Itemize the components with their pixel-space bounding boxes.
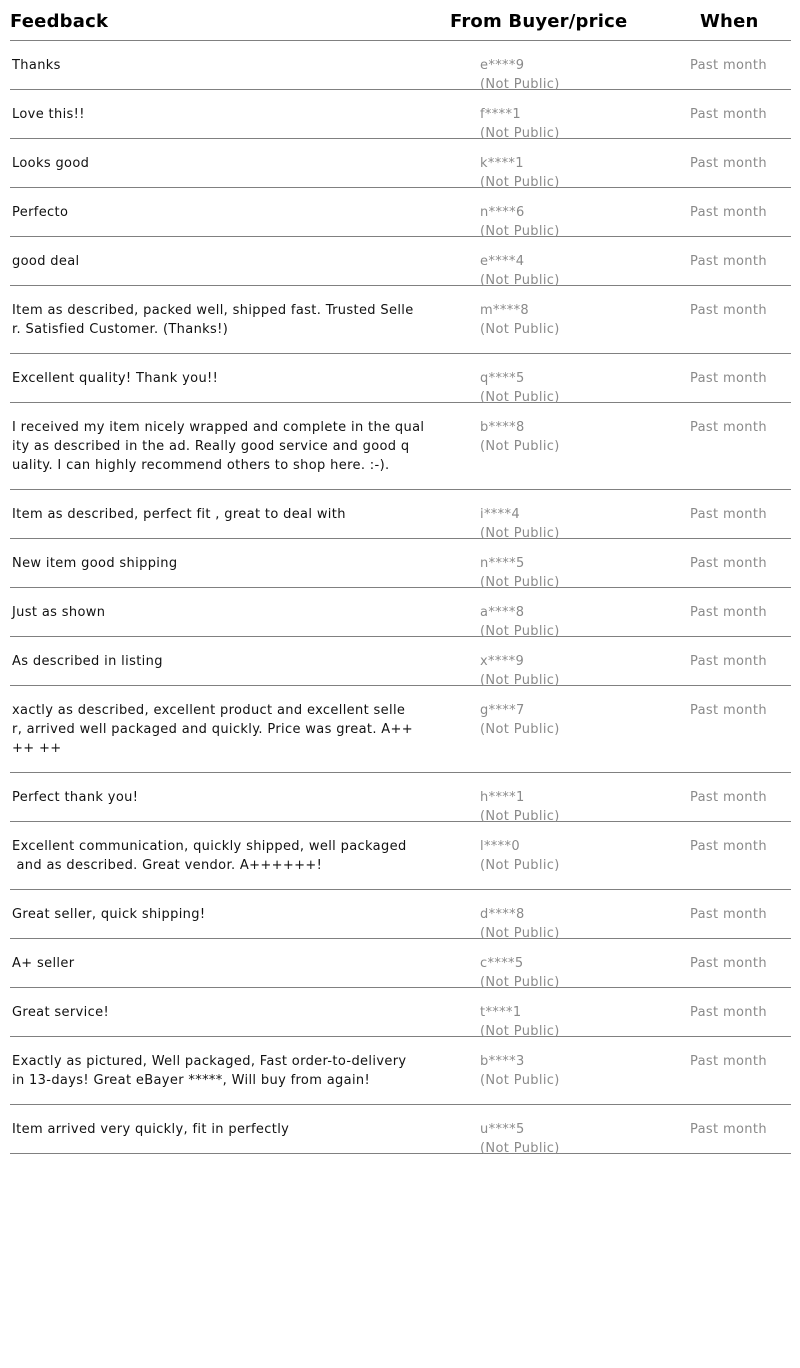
feedback-text <box>12 418 424 475</box>
buyer-cell <box>480 301 560 339</box>
table-row <box>10 588 791 637</box>
buyer-id: a****8 <box>480 605 525 620</box>
buyer-cell <box>480 418 560 456</box>
when-text: Past month <box>690 371 767 386</box>
feedback-text <box>12 905 205 924</box>
buyer-id: n****6 <box>480 205 525 220</box>
table-row <box>10 988 791 1037</box>
table-row <box>10 1037 791 1105</box>
when-text: Past month <box>690 58 767 73</box>
table-row <box>10 822 791 890</box>
buyer-cell <box>480 105 560 143</box>
table-body <box>10 41 791 1154</box>
table-row <box>10 237 791 286</box>
feedback-text <box>12 1052 406 1090</box>
buyer-cell <box>480 1052 560 1090</box>
table-row <box>10 890 791 939</box>
table-row <box>10 686 791 773</box>
feedback-line: and as described. Great vendor. A++++++! <box>12 858 323 873</box>
when-text: Past month <box>690 507 767 522</box>
feedback-table <box>10 0 791 1154</box>
when-text: Past month <box>690 703 767 718</box>
buyer-id: q****5 <box>480 371 525 386</box>
table-row <box>10 637 791 686</box>
feedback-line: Item as described, perfect fit , great to deal with <box>12 507 346 522</box>
column-header-buyer-price: From Buyer/price <box>450 11 628 32</box>
feedback-text <box>12 554 177 573</box>
buyer-id: l****0 <box>480 839 520 854</box>
feedback-line: ++ ++ <box>12 741 62 756</box>
table-row <box>10 773 791 822</box>
feedback-text <box>12 252 80 271</box>
buyer-cell <box>480 905 560 943</box>
buyer-id: g****7 <box>480 703 525 718</box>
price-label: (Not Public) <box>480 858 560 873</box>
when-text: Past month <box>690 1122 767 1137</box>
feedback-line: New item good shipping <box>12 556 178 571</box>
buyer-id: f****1 <box>480 107 521 122</box>
when-text: Past month <box>690 254 767 269</box>
buyer-cell <box>480 603 560 641</box>
feedback-text <box>12 701 413 758</box>
buyer-cell <box>480 652 560 690</box>
feedback-line: Item arrived very quickly, fit in perfectly <box>12 1122 290 1137</box>
when-text: Past month <box>690 205 767 220</box>
table-row <box>10 90 791 139</box>
when-text: Past month <box>690 1054 767 1069</box>
feedback-line: r, arrived well packaged and quickly. Price was great. A++ <box>12 722 414 737</box>
feedback-text <box>12 1003 109 1022</box>
feedback-line: Great service! <box>12 1005 110 1020</box>
feedback-text <box>12 652 163 671</box>
price-label: (Not Public) <box>480 526 560 541</box>
feedback-line: Exactly as pictured, Well packaged, Fast order-to-delivery <box>12 1054 407 1069</box>
price-label: (Not Public) <box>480 575 560 590</box>
buyer-id: h****1 <box>480 790 525 805</box>
buyer-cell <box>480 554 560 592</box>
feedback-text <box>12 105 85 124</box>
price-label: (Not Public) <box>480 1073 560 1088</box>
buyer-id: c****5 <box>480 956 524 971</box>
table-row <box>10 354 791 403</box>
column-header-feedback: Feedback <box>10 11 109 32</box>
buyer-cell <box>480 788 560 826</box>
price-label: (Not Public) <box>480 673 560 688</box>
when-text: Past month <box>690 420 767 435</box>
buyer-id: u****5 <box>480 1122 525 1137</box>
buyer-id: e****9 <box>480 58 525 73</box>
feedback-line: in 13-days! Great eBayer *****, Will buy from again! <box>12 1073 371 1088</box>
table-row <box>10 403 791 490</box>
feedback-line: Just as shown <box>12 605 106 620</box>
feedback-line: Excellent quality! Thank you!! <box>12 371 219 386</box>
price-label: (Not Public) <box>480 1141 560 1156</box>
when-text: Past month <box>690 839 767 854</box>
price-label: (Not Public) <box>480 77 560 92</box>
feedback-line: I received my item nicely wrapped and complete in the qual <box>12 420 425 435</box>
when-text: Past month <box>690 605 767 620</box>
feedback-text <box>12 203 68 222</box>
feedback-line: xactly as described, excellent product and excellent selle <box>12 703 406 718</box>
feedback-text <box>12 788 138 807</box>
price-label: (Not Public) <box>480 809 560 824</box>
table-row <box>10 490 791 539</box>
feedback-line: Perfecto <box>12 205 69 220</box>
price-label: (Not Public) <box>480 722 560 737</box>
buyer-id: i****4 <box>480 507 520 522</box>
buyer-id: m****8 <box>480 303 530 318</box>
buyer-cell <box>480 837 560 875</box>
feedback-text <box>12 56 61 75</box>
when-text: Past month <box>690 790 767 805</box>
when-text: Past month <box>690 556 767 571</box>
when-text: Past month <box>690 303 767 318</box>
price-label: (Not Public) <box>480 390 560 405</box>
buyer-cell <box>480 954 560 992</box>
column-header-when: When <box>700 11 759 32</box>
when-text: Past month <box>690 107 767 122</box>
table-row <box>10 539 791 588</box>
buyer-cell <box>480 1120 560 1158</box>
feedback-line: Love this!! <box>12 107 85 122</box>
table-row <box>10 41 791 90</box>
feedback-line: A+ seller <box>12 956 75 971</box>
price-label: (Not Public) <box>480 975 560 990</box>
feedback-text <box>12 505 346 524</box>
buyer-id: n****5 <box>480 556 525 571</box>
feedback-text <box>12 301 414 339</box>
table-row <box>10 139 791 188</box>
when-text: Past month <box>690 956 767 971</box>
price-label: (Not Public) <box>480 224 560 239</box>
buyer-cell <box>480 203 560 241</box>
buyer-cell <box>480 252 560 290</box>
feedback-text <box>12 154 89 173</box>
buyer-cell <box>480 701 560 739</box>
buyer-cell <box>480 505 560 543</box>
buyer-cell <box>480 369 560 407</box>
feedback-line: ity as described in the ad. Really good service and good q <box>12 439 410 454</box>
price-label: (Not Public) <box>480 926 560 941</box>
price-label: (Not Public) <box>480 126 560 141</box>
feedback-line: As described in listing <box>12 654 163 669</box>
price-label: (Not Public) <box>480 322 560 337</box>
feedback-line: uality. I can highly recommend others to shop here. :-). <box>12 458 390 473</box>
feedback-text <box>12 954 74 973</box>
buyer-id: b****3 <box>480 1054 525 1069</box>
buyer-id: k****1 <box>480 156 524 171</box>
when-text: Past month <box>690 1005 767 1020</box>
buyer-cell <box>480 1003 560 1041</box>
table-row <box>10 188 791 237</box>
table-row <box>10 1105 791 1154</box>
buyer-cell <box>480 56 560 94</box>
table-row <box>10 939 791 988</box>
price-label: (Not Public) <box>480 175 560 190</box>
buyer-cell <box>480 154 560 192</box>
feedback-text <box>12 1120 289 1139</box>
feedback-text <box>12 369 218 388</box>
feedback-line: Excellent communication, quickly shipped, well packaged <box>12 839 407 854</box>
when-text: Past month <box>690 907 767 922</box>
buyer-id: d****8 <box>480 907 525 922</box>
price-label: (Not Public) <box>480 624 560 639</box>
feedback-line: good deal <box>12 254 80 269</box>
feedback-line: Perfect thank you! <box>12 790 139 805</box>
table-header <box>10 0 791 41</box>
table-row <box>10 286 791 354</box>
feedback-line: Item as described, packed well, shipped fast. Trusted Selle <box>12 303 414 318</box>
buyer-id: b****8 <box>480 420 525 435</box>
feedback-text <box>12 603 105 622</box>
buyer-id: t****1 <box>480 1005 522 1020</box>
feedback-line: Great seller, quick shipping! <box>12 907 206 922</box>
price-label: (Not Public) <box>480 1024 560 1039</box>
when-text: Past month <box>690 654 767 669</box>
feedback-line: r. Satisfied Customer. (Thanks!) <box>12 322 229 337</box>
feedback-line: Looks good <box>12 156 90 171</box>
price-label: (Not Public) <box>480 439 560 454</box>
buyer-id: x****9 <box>480 654 525 669</box>
price-label: (Not Public) <box>480 273 560 288</box>
when-text: Past month <box>690 156 767 171</box>
buyer-id: e****4 <box>480 254 525 269</box>
feedback-line: Thanks <box>12 58 61 73</box>
feedback-text <box>12 837 407 875</box>
